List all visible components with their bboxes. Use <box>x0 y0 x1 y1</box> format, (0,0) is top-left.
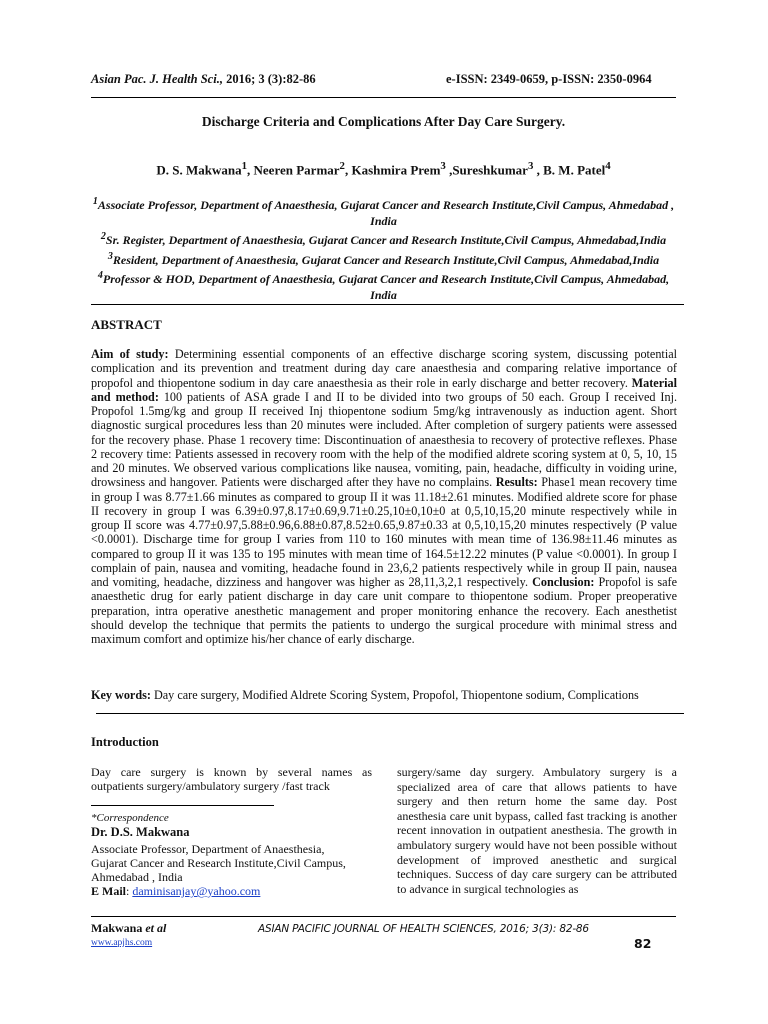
footer-url-link[interactable]: www.apjhs.com <box>91 938 153 948</box>
abstract-results-label: Results: <box>495 475 538 490</box>
journal-citation <box>91 72 316 87</box>
keywords <box>91 688 677 703</box>
affiliation <box>91 194 676 229</box>
author-name: ,Sureshkumar <box>445 162 528 178</box>
affiliation-sup: 4 <box>97 270 103 281</box>
footer-journal: ASIAN PACIFIC JOURNAL OF HEALTH SCIENCES, 2016; 3(3): 82-86 <box>258 923 589 935</box>
abstract-body <box>91 347 677 646</box>
footer-author <box>91 921 166 936</box>
affiliation-text: Professor & HOD, Department of Anaesthesia, Gujarat Cancer and Research Institute,Civil Campus, Ahmedabad, India <box>102 272 670 302</box>
author-affil-sup: 2 <box>339 160 345 172</box>
footnote-rule <box>91 805 274 806</box>
header-rule <box>91 97 676 98</box>
correspondence-block <box>91 811 381 898</box>
author-list <box>91 160 676 178</box>
introduction-right-column: surgery/same day surgery. Ambulatory surgery is a specialized area of care that allows patients to have surgery and then return home the same day. Post anesthesia care unit bypass, called fast tracking is another recent innovation in outpatient anesthesia. The growth in ambulatory surgery would have not been possible without development of improved anesthetic and surgical techniques. Success of day care surgery can be attributed to advance in surgical technologies as <box>397 765 677 896</box>
affiliation-sup: 3 <box>107 250 113 262</box>
journal-name: Asian Pac. J. Health Sci., <box>91 72 223 86</box>
affiliation <box>91 229 676 249</box>
abstract-method-label: Material and method: <box>91 375 677 404</box>
affiliation-sup: 1 <box>92 196 98 207</box>
footer-author-name: Makwana <box>91 921 146 935</box>
section-rule <box>96 713 684 714</box>
section-rule <box>91 304 684 305</box>
affiliations <box>91 194 676 303</box>
author-name: D. S. Makwana <box>156 162 242 178</box>
abstract-heading: ABSTRACT <box>91 317 162 332</box>
issn: e-ISSN: 2349-0659, p-ISSN: 2350-0964 <box>446 72 652 86</box>
author-name: , Neeren Parmar <box>247 162 340 178</box>
journal-volume: 2016; 3 (3):82-86 <box>222 72 316 86</box>
email-label: E Mail <box>91 884 126 898</box>
affiliation-text: Sr. Register, Department of Anaesthesia, Gujarat Cancer and Research Institute,Civil Campus, Ahmedabad,India <box>105 233 667 247</box>
abstract-aim-label: Aim of study: <box>91 347 169 361</box>
affiliation <box>91 249 676 269</box>
abstract-aim-text: Determining essential components of an effective discharge scoring system, discussing potential complication and its prevention and treatment during day care anaesthesia and comparing relative importance of propofol and thiopentone sodium in day care anaesthesia as their role in early discharge and better recovery. <box>91 347 677 390</box>
abstract-results-text: Phase1 mean recovery time in group I was 8.77±1.66 minutes as compared to group II it was 11.18±2.61 minutes. Modified aldrete score for phase II recovery in group I was 6.39±0.97,8.17±0.69,9.71±0.25,10±0,10±0 at 0,5,10,15,20 minute respectively while in group II score was 4.77±0.97,5.88±0.96,6.88±0.87,8.52±0.65,9.87±0.33 at 0,5,10,15,20 minutes respectively (P value <0.0001). Discharge time for group I varies from 110 to 160 minutes with mean time of 136.98±11.46 minutes as compared to group II it was 135 to 195 minutes with mean time of 164.5±12.22 minutes (P value <0.0001). In group I complain of pain, nausea and vomiting, headache found in 23,6,2 patients respectively while in group II pain, nausea and vomiting, headache, dizziness and hangover was higher as 28,11,3,2,1 respectively. <box>91 475 677 589</box>
correspondence-line: Ahmedabad , India <box>91 870 183 884</box>
author-affil-sup: 3 <box>527 160 534 172</box>
correspondence-label: *Correspondence <box>91 812 169 824</box>
page-number: 82 <box>634 936 652 951</box>
author-name: , B. M. Patel <box>533 162 606 178</box>
abstract-method-text: 100 patients of ASA grade I and II to be divided into two groups of 50 each. Group I received Inj. Propofol 1.5mg/kg and group II received Inj thiopentone sodium 5mg/kg intravenously as induction agent. Short diagnostic surgical procedures less than 20 minutes were included. After completion of surgery patients were assessed for the recovery phase. Phase 1 recovery time: Discontinuation of anaesthesia to recovery of protective reflexes. Phase 2 recovery time: Patients assessed in recovery room with the help of the modified aldrete scoring system at 0, 5, 10, 15 and 20 minutes. We observed various complications like nausea, vomiting, pain, headache, difficulty in voiding urine, drowsiness and hangover. Patients were discharged after they have no complains. <box>91 389 678 490</box>
introduction-heading: Introduction <box>91 735 159 749</box>
correspondence-name: Dr. D.S. Makwana <box>91 825 190 839</box>
author-affil-sup: 1 <box>241 160 248 172</box>
author-name: , Kashmira Prem <box>344 162 441 178</box>
affiliation <box>91 268 676 303</box>
author-affil-sup: 3 <box>440 160 446 172</box>
abstract-conclusion-text: Propofol is safe anaesthetic drug for early patient discharge in day care unit compare to thiopentone sodium. Proper preoperative preparation, intra operative anesthetic management and proper monitoring enhance the recovery. Each anesthetist should develop the technique that permits the patients to undergo the surgical procedure with minimal stress and maximum comfort and optimize his/her chance of early discharge. <box>91 575 677 646</box>
affiliation-text: Associate Professor, Department of Anaesthesia, Gujarat Cancer and Research Institute,Civil Campus, Ahmedabad , India <box>97 198 675 228</box>
keywords-text: Day care surgery, Modified Aldrete Scoring System, Propofol, Thiopentone sodium, Complications <box>150 688 639 702</box>
footer-rule <box>91 916 676 917</box>
affiliation-text: Resident, Department of Anaesthesia, Gujarat Cancer and Research Institute,Civil Campus, Ahmedabad,India <box>112 252 660 267</box>
affiliation-sup: 2 <box>100 231 106 242</box>
keywords-label: Key words: <box>91 688 151 702</box>
email-link[interactable]: daminisanjay@yahoo.com <box>132 884 261 898</box>
introduction-left-column: Day care surgery is known by several names as outpatients surgery/ambulatory surgery /fast track <box>91 765 372 794</box>
abstract-conclusion-label: Conclusion: <box>532 575 595 589</box>
correspondence-email-line: E Mail: daminisanjay@yahoo.com <box>91 884 261 898</box>
correspondence-line: Gujarat Cancer and Research Institute,Civil Campus, <box>91 856 346 870</box>
footer-author-etal: et al <box>145 921 167 935</box>
paper-title: Discharge Criteria and Complications After Day Care Surgery. <box>201 114 566 129</box>
author-affil-sup: 4 <box>605 160 611 172</box>
correspondence-line: Associate Professor, Department of Anaesthesia, <box>91 842 325 856</box>
